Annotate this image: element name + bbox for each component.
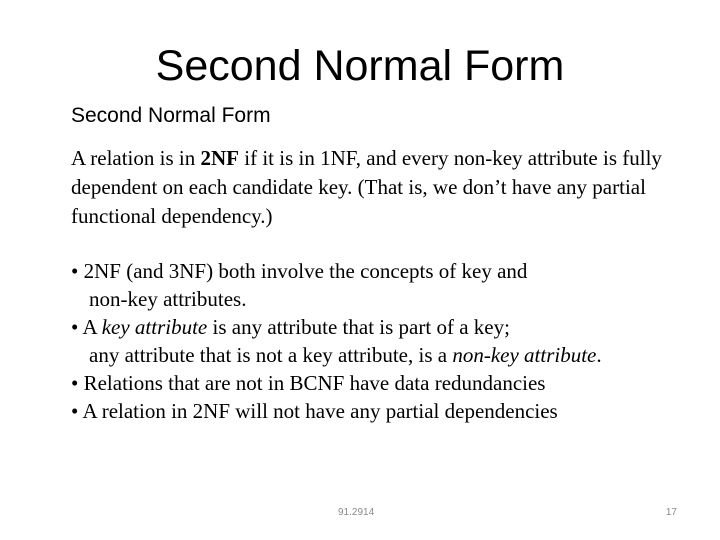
bullet-3-text: • Relations that are not in BCNF have data redundancies bbox=[71, 371, 546, 395]
bullet-2-middle: is any attribute that is part of a key; bbox=[207, 315, 510, 339]
slide-subtitle: Second Normal Form bbox=[71, 104, 271, 127]
bullet-2-prefix: • A bbox=[71, 315, 102, 339]
definition-text-1: A relation is in bbox=[71, 146, 201, 170]
bullet-1-line-2: non-key attributes. bbox=[89, 287, 247, 311]
bullet-item bbox=[71, 369, 671, 397]
bullet-item bbox=[71, 257, 671, 313]
footer-date: 91.2914 bbox=[338, 507, 375, 518]
definition-bold-term: 2NF bbox=[200, 146, 239, 170]
page-number: 17 bbox=[665, 507, 677, 518]
bullet-4-text: • A relation in 2NF will not have any partial dependencies bbox=[71, 399, 558, 423]
bullet-2-continuation bbox=[71, 341, 671, 369]
bullet-list bbox=[71, 257, 671, 425]
bullet-2-term-non-key-attribute: non-key attribute bbox=[452, 343, 597, 367]
definition-text-2: if it is in 1NF, and every non-key attribute is fully dependent on each candidate key. (That is, we don’t have any partial functional dependency.) bbox=[71, 146, 662, 228]
definition-paragraph bbox=[71, 144, 691, 231]
slide-title: Second Normal Form bbox=[155, 42, 565, 90]
bullet-1-line-1: • 2NF (and 3NF) both involve the concepts of key and bbox=[71, 259, 528, 283]
bullet-2-cont-text: any attribute that is not a key attribute, is a bbox=[89, 343, 453, 367]
bullet-2-term-key-attribute: key attribute bbox=[101, 315, 208, 339]
bullet-item bbox=[71, 313, 671, 369]
bullet-item bbox=[71, 397, 671, 425]
bullet-2-end: . bbox=[596, 343, 602, 367]
